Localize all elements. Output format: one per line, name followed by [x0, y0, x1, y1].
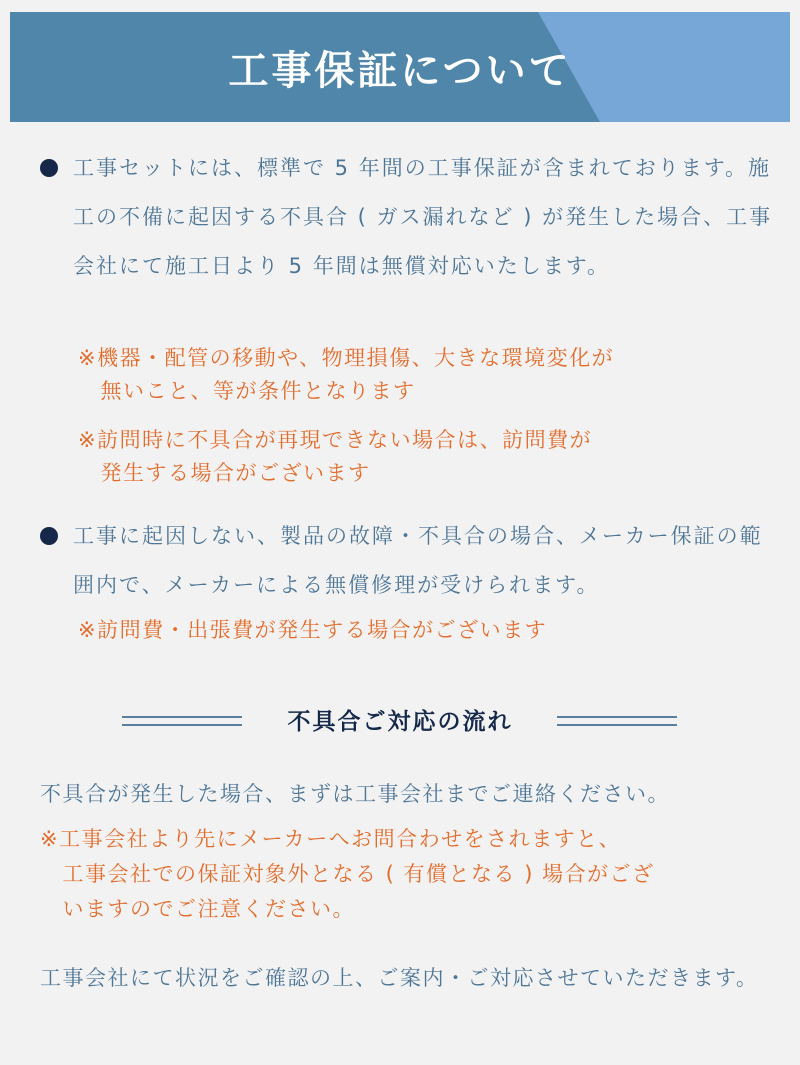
bullet-icon — [40, 527, 58, 545]
flow-heading-text: 不具合ご対応の流れ — [287, 709, 513, 735]
section-text: 工事に起因しない、製品の故障・不具合の場合、メーカー保証の範囲内で、メーカーによる無償修理が受けられます。 — [73, 524, 763, 597]
page-title: 工事保証について — [228, 47, 572, 94]
flow-closing: 工事会社にて状況をご確認の上、ご案内・ご対応させていただきます。 — [40, 966, 759, 990]
section-note: ※機器・配管の移動や、物理損傷、大きな環境変化が 無いこと、等が条件となります — [78, 346, 615, 403]
title-banner — [10, 12, 790, 122]
flow-intro: 不具合が発生した場合、まずは工事会社までご連絡ください。 — [40, 782, 670, 806]
bullet-icon — [40, 159, 58, 177]
section-note: ※訪問時に不具合が再現できない場合は、訪問費が 発生する場合がございます — [78, 428, 593, 485]
flow-note: ※工事会社より先にメーカーへお問合わせをされますと、 工事会社での保証対象外となる ( 有償となる ) 場合がござ いますのでご注意ください。 — [40, 827, 655, 921]
section-text: 工事セットには、標準で 5 年間の工事保証が含まれております。施工の不備に起因する不具合 ( ガス漏れなど ) が発生した場合、工事会社にて施工日より 5 年間は無償対応いたします。 — [73, 156, 773, 278]
section-note: ※訪問費・出張費が発生する場合がございます — [78, 618, 548, 642]
heading-rule-right — [557, 716, 677, 726]
flow-heading — [0, 700, 800, 744]
